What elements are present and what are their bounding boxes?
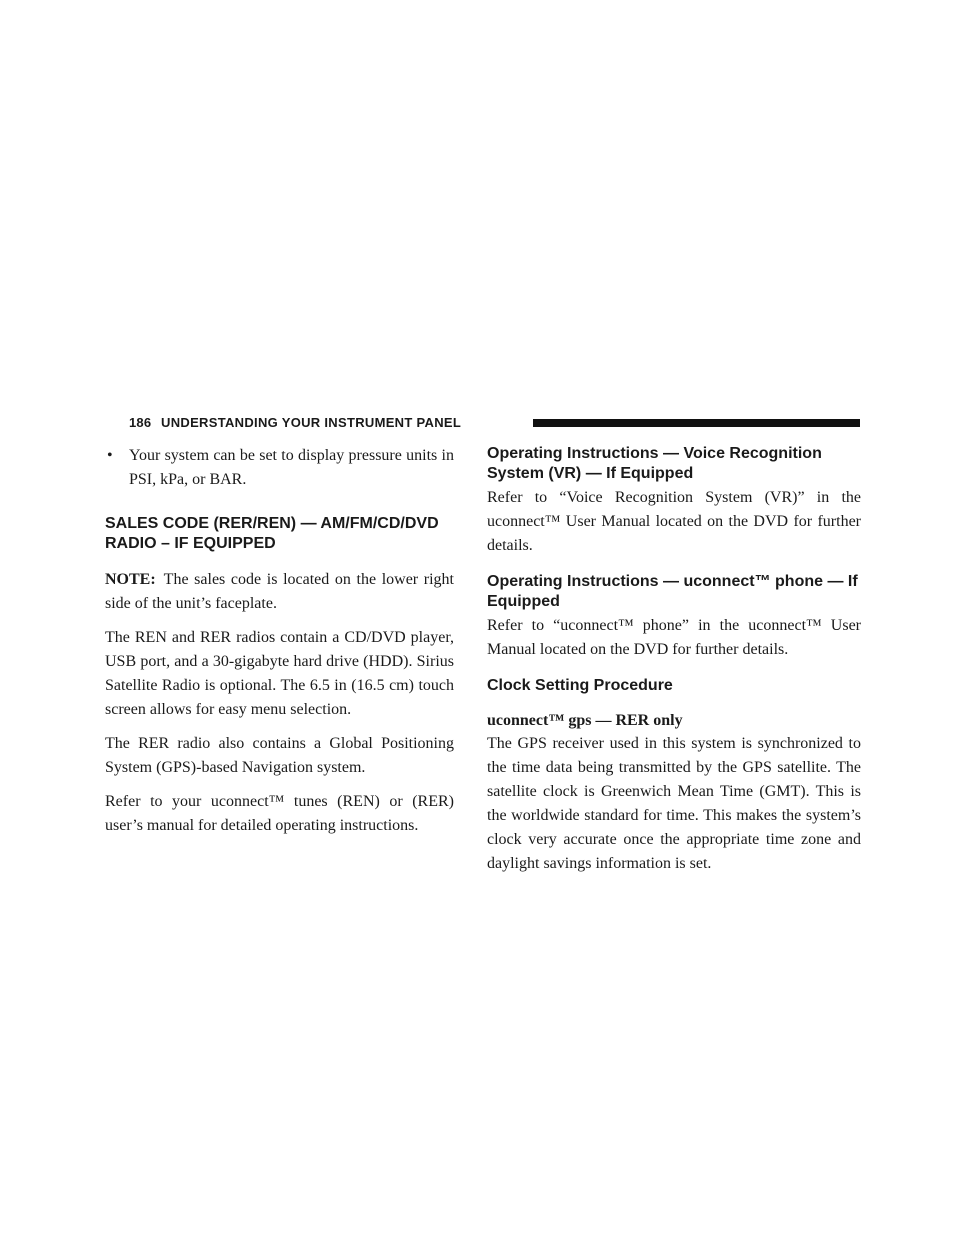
clock-heading: Clock Setting Procedure <box>487 677 673 694</box>
page-header <box>129 415 860 431</box>
navigation-paragraph: The RER radio also contains a Global Positioning System (GPS)-based Navigation system. <box>105 735 454 776</box>
radio-features-paragraph: The REN and RER radios contain a CD/DVD player, USB port, and a 30-gigabyte hard drive (HDD). Sirius Satellite Radio is optional. The 6.5 in (16.5 cm) touch screen allows for easy menu selection. <box>105 629 454 718</box>
sales-code-heading: SALES CODE (RER/REN) — AM/FM/CD/DVD RADIO – IF EQUIPPED <box>105 515 439 552</box>
bullet-item <box>105 444 454 492</box>
note-label: NOTE: <box>105 571 156 588</box>
bullet-text: Your system can be set to display pressure units in PSI, kPa, or BAR. <box>129 447 454 488</box>
bullet-marker: • <box>107 447 113 464</box>
section-title: UNDERSTANDING YOUR INSTRUMENT PANEL <box>161 415 462 430</box>
phone-heading: Operating Instructions — uconnect™ phone — If Equipped <box>487 573 858 610</box>
gps-subheading: uconnect™ gps — RER only <box>487 712 683 729</box>
header-rule <box>533 419 860 427</box>
vr-paragraph: Refer to “Voice Recognition System (VR)” in the uconnect™ User Manual located on the DVD for further details. <box>487 489 861 554</box>
note-text: The sales code is located on the lower right side of the unit’s faceplate. <box>105 571 454 612</box>
right-column <box>487 444 861 886</box>
vr-heading: Operating Instructions — Voice Recognition System (VR) — If Equipped <box>487 445 822 482</box>
phone-paragraph: Refer to “uconnect™ phone” in the uconnect™ User Manual located on the DVD for further details. <box>487 617 861 658</box>
refer-manual-paragraph: Refer to your uconnect™ tunes (REN) or (RER) user’s manual for detailed operating instructions. <box>105 793 454 834</box>
note-paragraph <box>105 568 454 616</box>
left-column <box>105 444 454 848</box>
gps-paragraph: The GPS receiver used in this system is synchronized to the time data being transmitted by the GPS satellite. The satellite clock is Greenwich Mean Time (GMT). This is the worldwide standard for time. This makes the system’s clock very accurate once the appropriate time zone and daylight savings information is set. <box>487 735 861 872</box>
page-number: 186 <box>129 415 152 430</box>
